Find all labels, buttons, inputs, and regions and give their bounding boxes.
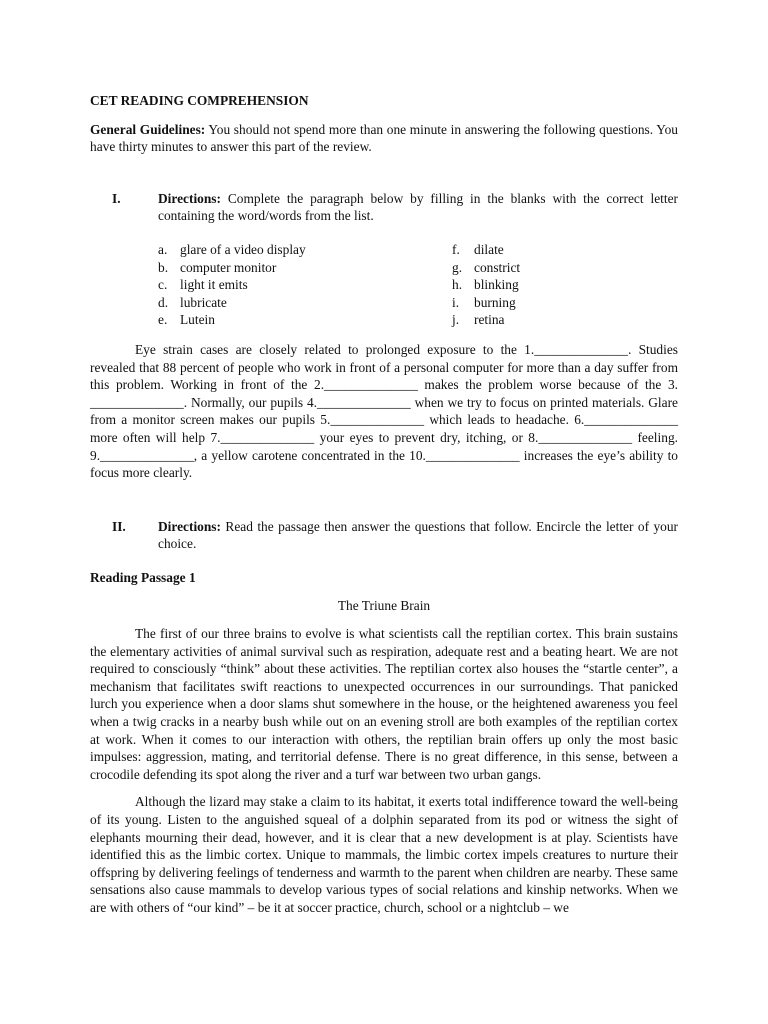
section-1-number: I.	[112, 190, 121, 206]
list-item: b. computer monitor	[158, 259, 277, 275]
general-guidelines	[90, 121, 678, 156]
list-item: a. glare of a video display	[158, 241, 306, 257]
list-item: f. dilate	[452, 241, 504, 257]
list-item: g. constrict	[452, 259, 521, 275]
list-item: h. blinking	[452, 277, 519, 293]
guidelines-label: General Guidelines:	[90, 121, 206, 137]
section-2-directions-label: Directions:	[158, 518, 221, 534]
list-item: d. lubricate	[158, 294, 227, 310]
reading-passage-heading: Reading Passage 1	[90, 569, 196, 585]
eye-strain-paragraph: Eye strain cases are closely related to prolonged exposure to the 1.______________. Studies revealed that 88 percent of people who work in front of a personal computer for more than a day suffer from this problem. Working in front of the 2.______________ makes the problem worse because of the 3. ______________. Normally, our pupils 4.______________ when we try to focus on printed materials. Glare from a monitor screen makes our pupils 5.______________ which leads to headache. 6.______________ more often will help 7.______________ your eyes to prevent dry, itching, or 8.______________ feeling. 9.______________, a yellow carotene concentrated in the 10.______________ increases the eye’s ability to focus more clearly.	[90, 341, 678, 481]
document-title: CET READING COMPREHENSION	[90, 93, 309, 108]
list-item: c. light it emits	[158, 277, 248, 293]
section-1-directions	[90, 190, 678, 225]
list-item: j. retina	[452, 312, 505, 328]
passage-title: The Triune Brain	[337, 598, 431, 614]
document-content	[90, 92, 678, 917]
word-list-right	[452, 241, 678, 329]
word-list-left	[158, 241, 384, 329]
section-2-directions	[90, 518, 678, 553]
list-item: i. burning	[452, 294, 516, 310]
section-2-number: II.	[112, 518, 126, 534]
passage-paragraph-2: Although the lizard may stake a claim to its habitat, it exerts total indifference toward the well-being of its young. Listen to the anguished squeal of a dolphin separated from its pod or witness the sight of elephants mourning their dead, however, and it is clear that a new development is at play. Scientists have identified this as the limbic cortex. Unique to mammals, the limbic cortex impels creatures to nurture their offspring by delivering feelings of tenderness and warmth to the parent when children are nearby. These same sensations also cause mammals to develop various types of social relations and kinship networks. When we are with others of “our kind” – be it at soccer practice, church, school or a nightclub – we	[90, 794, 678, 915]
section-1-directions-text: Complete the paragraph below by filling in the blanks with the correct letter containing the word/words from the list.	[158, 190, 678, 224]
list-item: e. Lutein	[158, 312, 215, 328]
guidelines-text: You should not spend more than one minute in answering the following questions. You have thirty minutes to answer this part of the review.	[90, 121, 678, 155]
section-1-directions-label: Directions:	[158, 190, 221, 206]
section-2-directions-text: Read the passage then answer the questions that follow. Encircle the letter of your choice.	[158, 518, 678, 552]
word-list	[90, 241, 678, 329]
passage-paragraph-1: The first of our three brains to evolve is what scientists call the reptilian cortex. This brain sustains the elementary activities of animal survival such as respiration, adequate rest and a beating heart. We are not required to consciously “think” about these activities. The reptilian cortex also houses the “startle center”, a mechanism that facilitates swift reactions to unexpected occurrences in our surroundings. That panicked lurch you experience when a door slams shut somewhere in the house, or the heightened awareness you feel when a twig cracks in a nearby bush while out on an evening stroll are both examples of the reptilian cortex at work. When it comes to our interaction with others, the reptilian brain offers up only the most basic impulses: aggression, mating, and territorial defense. There is no great difference, in this sense, between a crocodile defending its spot along the river and a turf war between two urban gangs.	[90, 626, 678, 782]
